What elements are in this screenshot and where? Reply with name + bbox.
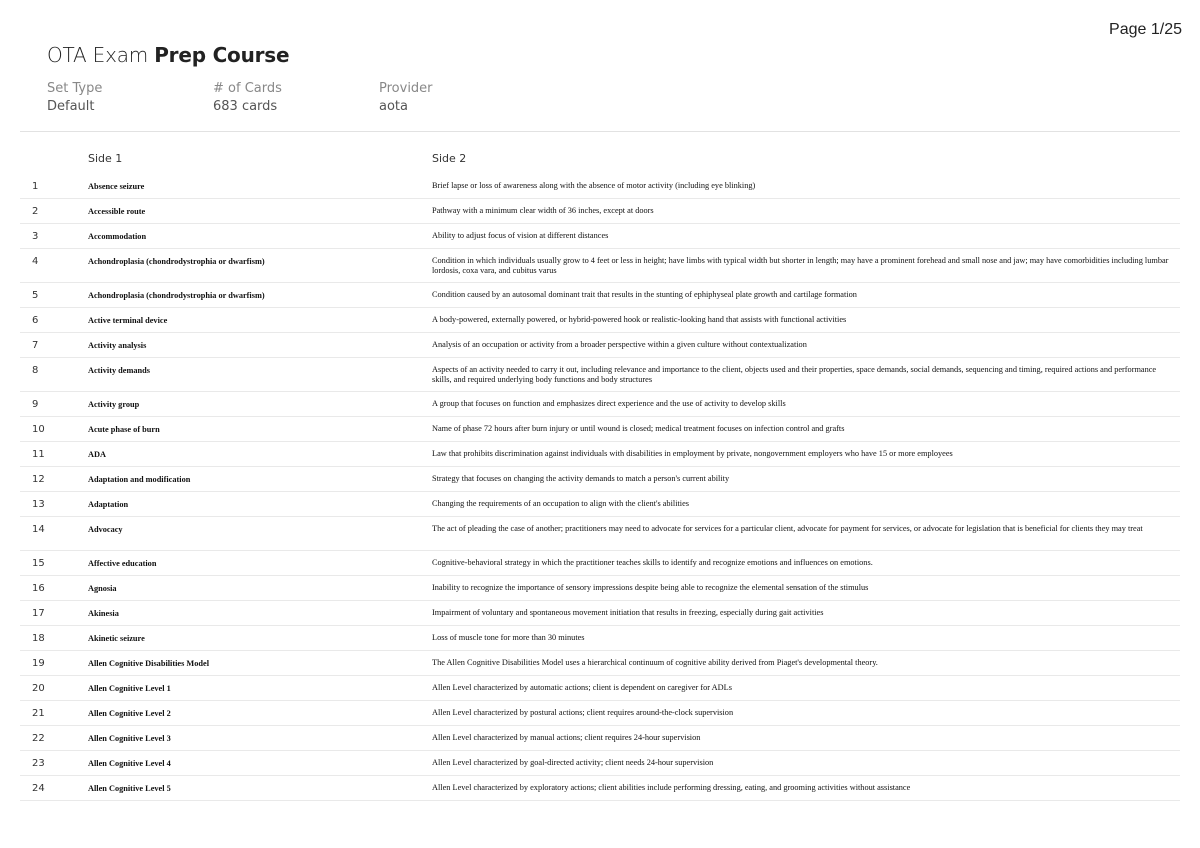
row-number: 21 <box>32 708 45 719</box>
row-number: 24 <box>32 783 45 794</box>
card-definition: Strategy that focuses on changing the activity demands to match a person's current ability <box>432 474 730 483</box>
meta-value: aota <box>379 99 408 114</box>
card-term: Adaptation <box>88 500 129 509</box>
row-number: 9 <box>32 399 39 410</box>
table-row <box>20 174 1180 199</box>
row-number: 1 <box>32 181 39 192</box>
card-definition: Law that prohibits discrimination against individuals with disabilities in employment by private, nongovernment employers who have 15 or more employees <box>432 449 953 458</box>
row-number: 14 <box>32 524 45 535</box>
card-term: Allen Cognitive Level 3 <box>88 734 171 743</box>
table-row <box>20 249 1180 283</box>
table-row <box>20 726 1180 751</box>
page-number: Page 1/25 <box>1109 21 1182 38</box>
row-number: 4 <box>32 256 39 267</box>
card-term: Allen Cognitive Disabilities Model <box>88 659 209 668</box>
row-number: 18 <box>32 633 45 644</box>
table-row <box>20 551 1180 576</box>
table-row <box>20 442 1180 467</box>
card-term: Advocacy <box>88 525 123 534</box>
card-term: Allen Cognitive Level 4 <box>88 759 171 768</box>
title-light: OTA Exam <box>47 43 155 67</box>
set-metadata <box>47 80 747 124</box>
title-bold: Prep Course <box>154 43 290 67</box>
card-term: Adaptation and modification <box>88 475 191 484</box>
table-row <box>20 358 1180 392</box>
card-term: Accessible route <box>88 207 146 216</box>
table-header <box>0 152 1200 170</box>
card-definition: Analysis of an occupation or activity from a broader perspective within a given culture without contextualization <box>432 340 807 349</box>
table-row <box>20 776 1180 801</box>
row-number: 22 <box>32 733 45 744</box>
meta-provider <box>379 80 433 116</box>
table-row <box>20 492 1180 517</box>
row-number: 15 <box>32 558 45 569</box>
row-number: 6 <box>32 315 39 326</box>
meta-card-count <box>213 80 282 116</box>
row-number: 20 <box>32 683 45 694</box>
card-definition: A body-powered, externally powered, or hybrid-powered hook or realistic-looking hand that assists with functional activities <box>432 315 847 324</box>
card-definition: Loss of muscle tone for more than 30 minutes <box>432 633 585 642</box>
card-term: Activity demands <box>88 366 150 375</box>
card-definition: The Allen Cognitive Disabilities Model uses a hierarchical continuum of cognitive ability derived from Piaget's developmental theory. <box>432 658 878 667</box>
card-definition: Ability to adjust focus of vision at different distances <box>432 231 609 240</box>
row-number: 3 <box>32 231 39 242</box>
card-term: Absence seizure <box>88 182 145 191</box>
table-row <box>20 517 1180 551</box>
card-definition: A group that focuses on function and emphasizes direct experience and the use of activity to develop skills <box>432 399 786 408</box>
header-divider <box>20 131 1180 132</box>
card-definition: Brief lapse or loss of awareness along with the absence of motor activity (including eye blinking) <box>432 181 756 190</box>
row-number: 17 <box>32 608 45 619</box>
meta-label: # of Cards <box>213 81 282 96</box>
card-term: Allen Cognitive Level 5 <box>88 784 171 793</box>
table-row <box>20 751 1180 776</box>
table-row <box>20 283 1180 308</box>
table-row <box>20 651 1180 676</box>
card-definition: Allen Level characterized by manual actions; client requires 24-hour supervision <box>432 733 701 742</box>
page-title <box>47 43 289 67</box>
column-header-side2: Side 2 <box>432 152 467 165</box>
row-number: 12 <box>32 474 45 485</box>
card-term: Activity analysis <box>88 341 147 350</box>
table-row <box>20 676 1180 701</box>
card-definition: Allen Level characterized by automatic actions; client is dependent on caregiver for ADLs <box>432 683 732 692</box>
card-term: Allen Cognitive Level 2 <box>88 709 171 718</box>
row-number: 19 <box>32 658 45 669</box>
card-definition: Cognitive-behavioral strategy in which the practitioner teaches skills to identify and recognize emotions and influences on emotions. <box>432 558 873 567</box>
card-definition: Allen Level characterized by goal-directed activity; client needs 24-hour supervision <box>432 758 714 767</box>
card-term: Allen Cognitive Level 1 <box>88 684 171 693</box>
card-definition: Name of phase 72 hours after burn injury or until wound is closed; medical treatment focuses on infection control and grafts <box>432 424 845 433</box>
table-row <box>20 601 1180 626</box>
card-definition: Aspects of an activity needed to carry it out, including relevance and importance to the client, objects used and their properties, space demands, social demands, sequencing and timing, required actions and performance skills, and required underlying body functions and body structures <box>432 365 1157 384</box>
row-number: 7 <box>32 340 39 351</box>
table-row <box>20 467 1180 492</box>
card-term: Affective education <box>88 559 157 568</box>
meta-value: Default <box>47 99 95 114</box>
meta-label: Provider <box>379 81 433 96</box>
card-term: Acute phase of burn <box>88 425 160 434</box>
table-row <box>20 417 1180 442</box>
row-number: 13 <box>32 499 45 510</box>
card-definition: Changing the requirements of an occupation to align with the client's abilities <box>432 499 690 508</box>
table-row <box>20 701 1180 726</box>
row-number: 23 <box>32 758 45 769</box>
card-term: Accommodation <box>88 232 147 241</box>
card-definition: Inability to recognize the importance of sensory impressions despite being able to recognize the elemental sensation of the stimulus <box>432 583 869 592</box>
card-definition: Pathway with a minimum clear width of 36 inches, except at doors <box>432 206 654 215</box>
card-term: Achondroplasia (chondrodystrophia or dwarfism) <box>88 257 265 266</box>
meta-value: 683 cards <box>213 99 278 114</box>
card-term: Akinetic seizure <box>88 634 145 643</box>
table-row <box>20 626 1180 651</box>
row-number: 8 <box>32 365 39 376</box>
row-number: 10 <box>32 424 45 435</box>
row-number: 2 <box>32 206 39 217</box>
card-term: Achondroplasia (chondrodystrophia or dwarfism) <box>88 291 265 300</box>
card-definition: Allen Level characterized by exploratory actions; client abilities include performing dressing, eating, and grooming activities without assistance <box>432 783 911 792</box>
card-term: ADA <box>88 450 106 459</box>
card-definition: Condition caused by an autosomal dominant trait that results in the stunting of ephiphyseal plate growth and cartilage formation <box>432 290 857 299</box>
card-definition: The act of pleading the case of another; practitioners may need to advocate for services for a particular client, advocate for payment for services, or advocate for legislation that is beneficial for clients they may treat <box>432 524 1143 533</box>
card-definition: Impairment of voluntary and spontaneous movement initiation that results in freezing, especially during gait activities <box>432 608 824 617</box>
card-term: Agnosia <box>88 584 117 593</box>
card-term: Activity group <box>88 400 140 409</box>
table-row <box>20 224 1180 249</box>
table-row <box>20 308 1180 333</box>
flashcard-table <box>20 174 1180 801</box>
card-term: Akinesia <box>88 609 119 618</box>
table-row <box>20 576 1180 601</box>
table-row <box>20 392 1180 417</box>
row-number: 16 <box>32 583 45 594</box>
table-row <box>20 199 1180 224</box>
card-term: Active terminal device <box>88 316 168 325</box>
card-definition: Allen Level characterized by postural actions; client requires around-the-clock supervision <box>432 708 734 717</box>
table-row <box>20 333 1180 358</box>
row-number: 5 <box>32 290 39 301</box>
column-header-side1: Side 1 <box>88 152 123 165</box>
meta-label: Set Type <box>47 81 103 96</box>
row-number: 11 <box>32 449 45 460</box>
card-definition: Condition in which individuals usually grow to 4 feet or less in height; have limbs with typical width but shorter in length; may have a prominent forehead and small nose and jaw; may have comorbidities including lumbar lordosis, coxa vara, and cubitus varus <box>432 256 1169 275</box>
meta-set-type <box>47 80 102 116</box>
